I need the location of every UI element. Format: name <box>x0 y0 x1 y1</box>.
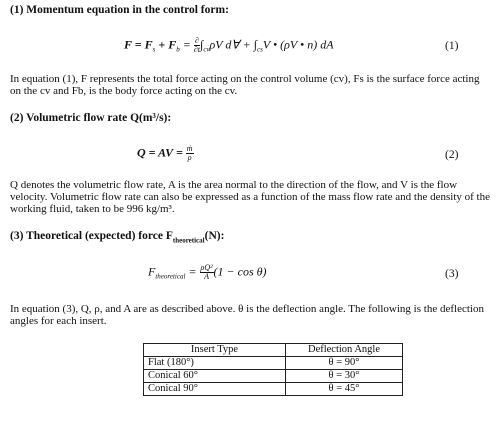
section-2-paragraph: Q denotes the volumetric flow rate, A is the area normal to the direction of the flow, and V is the flow velocity. Volumetric flow rate can also be expressed as a function of the mass flow rate and the density of the working fluid, taken to be 996 kg/m³. <box>10 179 490 215</box>
deflection-angle-table <box>143 343 403 396</box>
table-header-insert-type: Insert Type <box>144 344 286 357</box>
section-1-paragraph: In equation (1), F represents the total force acting on the control volume (cv), Fs is the surface force acting on the cv and Fb, is the body force acting on the cv. <box>10 73 480 97</box>
section-2-heading: (2) Volumetric flow rate Q(m³/s): <box>10 112 172 124</box>
table-row <box>144 357 403 370</box>
force-equation: $F_{theoretical}$ = $\frac{\text{ρQ²}}{A}$ (1 − cos θ) <box>148 263 267 281</box>
table-header-row <box>144 344 403 357</box>
section-3-paragraph: In equation (3), Q, ρ, and A are as described above. θ is the deflection angle. The following is the deflection angles for each insert. <box>10 303 484 327</box>
table-cell-angle: θ = 30° <box>286 370 403 383</box>
table-row <box>144 383 403 396</box>
momentum-equation: $F = F_s + F_b$ = $\frac{\partial}{\partial t}$ $\int_{cv}\rho V$ d∀ + $\int_{cs}V$ • (ρV • n) dA <box>124 36 334 54</box>
flow-rate-equation: Q = AV = $\frac{\text{ṁ}}{\rho}$ <box>137 144 193 162</box>
table-cell-angle: θ = 90° <box>286 357 403 370</box>
equation-1-number: (1) <box>445 40 459 52</box>
table-cell-angle: θ = 45° <box>286 383 403 396</box>
section-1-heading: (1) Momentum equation in the control form: <box>10 4 229 16</box>
equation-3-number: (3) <box>445 268 459 280</box>
section-3-heading: (3) Theoretical (expected) force $F_{theoretical}(N)$: <box>10 230 225 245</box>
table-row <box>144 370 403 383</box>
partial-derivative-fraction: $\frac{\partial}{\partial t}$ <box>193 36 201 54</box>
table-header-deflection-angle: Deflection Angle <box>286 344 403 357</box>
table-cell-insert: Conical 60° <box>144 370 286 383</box>
table-cell-insert: Conical 90° <box>144 383 286 396</box>
table-cell-insert: Flat (180°) <box>144 357 286 370</box>
equation-2-number: (2) <box>445 149 459 161</box>
